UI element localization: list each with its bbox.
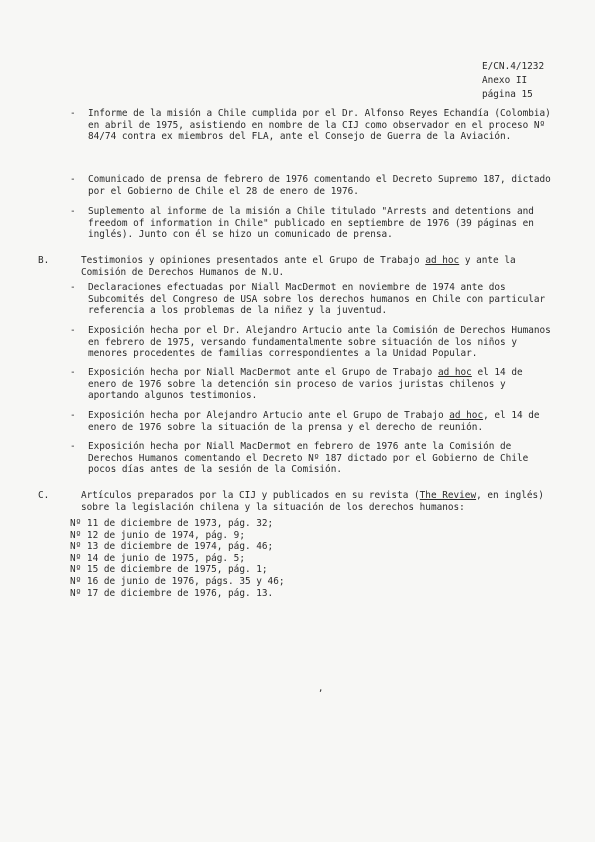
underlined-term: ad hoc <box>449 410 484 421</box>
list-item: Nº 17 de diciembre de 1976, pág. 13. <box>70 587 274 599</box>
list-item <box>70 174 555 197</box>
list-item-text-part: , el 14 de enero de 1976 sobre la situación de la prensa y el derecho de reunión. <box>88 410 546 433</box>
section-b-heading <box>38 255 560 278</box>
ref-symbol: E/CN.4/1232 <box>482 61 545 72</box>
list-item-text-part: el 14 de enero de 1976 sobre la detención sin proceso de varios juristas chilenos y aportando algunos testimonios. <box>88 367 529 402</box>
list-item <box>70 410 555 433</box>
list-item-text: Suplemento al informe de la misión a Chile titulado "Arrests and detentions and freedom of information in Chile" publicado en septiembre de 1976 (39 páginas en inglés). Junto con él se hizo un comunicado de prensa. <box>88 206 540 241</box>
list-dash: - <box>70 282 76 293</box>
section-intro <box>81 490 560 513</box>
ref-annex: Anexo II <box>482 75 528 86</box>
list-item <box>70 108 555 143</box>
list-item <box>70 282 555 317</box>
list-item-text: Comunicado de prensa de febrero de 1976 comentando el Decreto Supremo 187, dictado por el Gobierno de Chile el 28 de enero de 1976. <box>88 174 557 197</box>
list-item-text <box>88 410 555 433</box>
list-item: Nº 13 de diciembre de 1974, pág. 46; <box>70 541 274 553</box>
section-intro-text: , en inglés) sobre la legislación chilena y la situación de los derechos humanos: <box>81 490 550 513</box>
list-item <box>70 206 555 241</box>
list-item-text <box>88 367 555 402</box>
section-c-heading <box>38 490 560 513</box>
list-item: Nº 16 de junio de 1976, págs. 35 y 46; <box>70 575 285 587</box>
list-dash: - <box>70 441 76 452</box>
ref-page: página 15 <box>482 89 533 100</box>
list-item-text-part: Exposición hecha por Alejandro Artucio ante el Grupo de Trabajo <box>88 410 450 421</box>
section-letter: C. <box>38 490 50 501</box>
list-item <box>70 325 555 360</box>
underlined-term: ad hoc <box>437 367 472 378</box>
list-dash: - <box>70 206 76 217</box>
list-dash: - <box>70 410 76 421</box>
section-letter: B. <box>38 255 50 266</box>
list-item <box>70 441 555 476</box>
list-dash: - <box>70 174 76 185</box>
section-intro-text: y ante la Comisión de Derechos Humanos de N.U. <box>81 255 522 278</box>
underlined-term: The Review <box>419 490 477 501</box>
list-item: Nº 14 de junio de 1975, pág. 5; <box>70 552 245 564</box>
list-dash: - <box>70 108 76 119</box>
section-intro <box>81 255 560 278</box>
list-dash: - <box>70 367 76 378</box>
stray-mark: , <box>318 684 324 694</box>
section-intro-text: Testimonios y opiniones presentados ante el Grupo de Trabajo <box>81 255 426 266</box>
list-dash: - <box>70 325 76 336</box>
list-item-text: Exposición hecha por Niall MacDermot en febrero de 1976 ante la Comisión de Derechos Humanos comentando el Decreto Nº 187 dictado por el Gobierno de Chile pocos días antes de la sesión de la Comisión. <box>88 441 534 476</box>
section-intro-text: Artículos preparados por la CIJ y publicados en su revista ( <box>81 490 420 501</box>
document-reference <box>482 60 544 102</box>
list-item-text: Exposición hecha por el Dr. Alejandro Artucio ante la Comisión de Derechos Humanos en febrero de 1975, versando fundamentalmente sobre situación de los niños y menores procedentes de familias correspondientes a la Unidad Popular. <box>88 325 557 360</box>
list-item: Nº 12 de junio de 1974, pág. 9; <box>70 529 245 541</box>
list-item-text: Informe de la misión a Chile cumplida por el Dr. Alfonso Reyes Echandía (Colombia) en abril de 1975, asistiendo en nombre de la CIJ como observador en el proceso Nº 84/74 contra ex miembros del FLA, ante el Consejo de Guerra de la Aviación. <box>88 108 557 143</box>
list-item <box>70 367 555 402</box>
list-item-text: Declaraciones efectuadas por Niall MacDermot en noviembre de 1974 ante dos Subcomités del Congreso de USA sobre los derechos humanos en Chile con particular referencia a los problemas de la niñez y la juventud. <box>88 282 551 317</box>
underlined-term: ad hoc <box>425 255 460 266</box>
list-item: Nº 15 de diciembre de 1975, pág. 1; <box>70 564 268 576</box>
list-item: Nº 11 de diciembre de 1973, pág. 32; <box>70 518 274 529</box>
issue-list <box>70 518 284 599</box>
list-item-text-part: Exposición hecha por Niall MacDermot ante el Grupo de Trabajo <box>88 367 438 378</box>
